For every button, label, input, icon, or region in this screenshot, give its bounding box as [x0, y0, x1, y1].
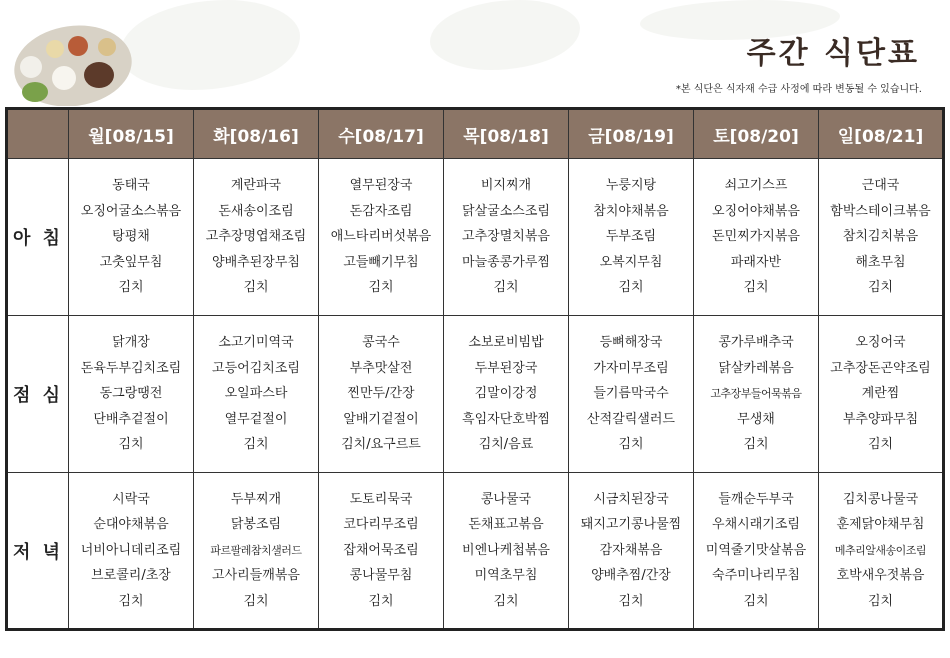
menu-item: 찐만두/간장: [347, 386, 415, 402]
menu-cell: [319, 316, 444, 473]
menu-item: 탕평채: [112, 229, 150, 245]
menu-item: 콩가루배추국: [718, 335, 794, 351]
menu-item: 오일파스타: [224, 386, 288, 402]
menu-cell: [569, 316, 694, 473]
menu-item: 김치: [618, 593, 644, 609]
menu-item: 잡채어묵조림: [343, 542, 419, 558]
menu-item: 동태국: [112, 178, 150, 194]
menu-item: 열무된장국: [349, 178, 413, 194]
menu-item: 마늘종콩가루찜: [462, 254, 550, 270]
menu-cell: [194, 159, 319, 316]
menu-cell: [69, 316, 194, 473]
menu-item: 김치: [493, 280, 519, 296]
menu-item: 고춧잎무침: [99, 254, 163, 270]
menu-cell: [694, 316, 819, 473]
menu-item: 콩국수: [362, 335, 400, 351]
day-header: 토[08/20]: [694, 109, 819, 159]
menu-item: 애느타리버섯볶음: [330, 229, 432, 245]
menu-cell: [819, 159, 944, 316]
menu-cell: [194, 473, 319, 630]
weekly-menu-table: [5, 107, 945, 631]
menu-item: 김치: [867, 437, 894, 453]
menu-item: 근대국: [861, 178, 900, 194]
menu-item: 고추장명엽채조림: [205, 229, 307, 245]
menu-item: 순대야채볶음: [93, 517, 169, 533]
meal-label: 저 녁: [7, 473, 69, 630]
menu-item: 김치: [743, 280, 769, 296]
page-title: 주간 식단표: [746, 36, 920, 71]
menu-item: 호박새우젓볶음: [836, 568, 925, 584]
meal-label: 점 심: [7, 316, 69, 473]
menu-item: 들기름막국수: [593, 386, 669, 402]
menu-item: 닭살카레볶음: [718, 360, 794, 376]
menu-cell: [319, 159, 444, 316]
menu-item: 김치: [243, 593, 269, 609]
menu-item: 양배추찜/간장: [591, 568, 671, 584]
menu-item: 김말이강정: [474, 386, 538, 402]
menu-item: 부추맛살전: [349, 360, 413, 376]
menu-cell: [194, 316, 319, 473]
meal-row: [7, 159, 944, 316]
menu-item: 훈제닭야채무침: [836, 517, 925, 533]
menu-item: 김치: [743, 593, 769, 609]
menu-item: 도토리묵국: [349, 491, 413, 507]
menu-item: 시락국: [112, 491, 150, 507]
corner-cell: [7, 109, 69, 159]
menu-item: 두부된장국: [474, 360, 538, 376]
menu-item: 너비아니데리조림: [80, 542, 182, 558]
food-photo: [0, 18, 140, 106]
menu-item: 단배추겉절이: [93, 411, 169, 427]
meal-row: [7, 316, 944, 473]
menu-cell: [444, 316, 569, 473]
menu-item: 콩나물국: [480, 491, 532, 507]
background-leaf: [430, 0, 580, 70]
menu-item: 돈감자조림: [349, 203, 413, 219]
menu-item: 코다리무조림: [343, 517, 419, 533]
menu-item: 콩나물무침: [349, 568, 413, 584]
menu-item: 김치/요구르트: [341, 437, 421, 453]
menu-item: 미역줄기맛살볶음: [705, 542, 807, 558]
menu-item: 동그랑땡전: [99, 386, 163, 402]
menu-item: 함박스테이크볶음: [830, 203, 931, 219]
menu-item: 두부찌개: [230, 491, 282, 507]
menu-item: 고추장돈곤약조림: [830, 360, 931, 376]
menu-item: 김치: [618, 280, 644, 296]
menu-item: 알배기겉절이: [343, 411, 419, 427]
menu-item: 닭살굴소스조림: [462, 203, 550, 219]
menu-item: 들깨순두부국: [718, 491, 794, 507]
menu-item: 산적갈릭샐러드: [587, 411, 675, 427]
menu-item: 오복지무침: [599, 254, 663, 270]
menu-item: 김치: [368, 280, 394, 296]
menu-item: 김치: [118, 280, 144, 296]
menu-item: 김치: [243, 437, 269, 453]
menu-change-notice: *본 식단은 식자재 수급 사정에 따라 변동될 수 있습니다.: [675, 84, 922, 95]
menu-item: 고등어김치조림: [212, 360, 300, 376]
menu-item: 파르팔레참치샐러드: [210, 543, 302, 557]
menu-item: 흑임자단호박찜: [462, 411, 550, 427]
menu-item: 김치: [243, 280, 269, 296]
menu-item: 김치: [618, 437, 644, 453]
day-header: 화[08/16]: [194, 109, 319, 159]
menu-cell: [694, 159, 819, 316]
menu-item: 감자채볶음: [599, 542, 663, 558]
menu-item: 김치/음료: [478, 437, 534, 453]
menu-item: 숙주미나리무침: [712, 568, 800, 584]
menu-item: 고추장멸치볶음: [462, 229, 550, 245]
day-header: 수[08/17]: [319, 109, 444, 159]
day-header-row: [7, 109, 944, 159]
menu-item: 오징어굴소스볶음: [80, 203, 182, 219]
menu-item: 열무겉절이: [224, 411, 288, 427]
menu-item: 참치야채볶음: [593, 203, 669, 219]
menu-cell: [69, 473, 194, 630]
day-header: 목[08/18]: [444, 109, 569, 159]
menu-item: 소고기미역국: [218, 335, 294, 351]
menu-item: 김치: [118, 593, 144, 609]
menu-item: 양배추된장무침: [212, 254, 300, 270]
menu-item: 돈채표고볶음: [468, 517, 544, 533]
menu-item: 오징어야채볶음: [712, 203, 800, 219]
menu-cell: [569, 473, 694, 630]
menu-item: 계란찜: [861, 386, 900, 402]
menu-item: 메추리알새송이조림: [834, 543, 927, 557]
menu-cell: [569, 159, 694, 316]
menu-cell: [444, 159, 569, 316]
menu-item: 돈민찌가지볶음: [712, 229, 800, 245]
menu-item: 고사리들깨볶음: [212, 568, 300, 584]
menu-item: 미역초무침: [474, 568, 538, 584]
menu-item: 소보로비빔밥: [468, 335, 544, 351]
menu-item: 가자미무조림: [593, 360, 669, 376]
day-header: 일[08/21]: [819, 109, 944, 159]
menu-item: 돼지고기콩나물찜: [580, 517, 682, 533]
menu-item: 김치콩나물국: [842, 491, 919, 507]
menu-item: 파래자반: [730, 254, 782, 270]
menu-item: 돈새송이조림: [218, 203, 294, 219]
menu-item: 김치: [867, 280, 894, 296]
menu-cell: [444, 473, 569, 630]
menu-item: 김치: [867, 593, 894, 609]
menu-cell: [319, 473, 444, 630]
background-leaf: [120, 0, 300, 90]
menu-item: 김치: [118, 437, 144, 453]
menu-item: 비지찌개: [480, 178, 532, 194]
menu-item: 계란파국: [230, 178, 282, 194]
menu-item: 오징어국: [855, 335, 906, 351]
menu-item: 고들빼기무침: [343, 254, 419, 270]
menu-item: 우채시래기조림: [712, 517, 800, 533]
menu-item: 김치: [493, 593, 519, 609]
menu-item: 부추양파무침: [842, 411, 919, 427]
menu-item: 쇠고기스프: [724, 178, 788, 194]
menu-item: 김치: [743, 437, 769, 453]
menu-item: 시금치된장국: [593, 491, 669, 507]
menu-item: 무생채: [737, 411, 775, 427]
meal-label: 아 침: [7, 159, 69, 316]
menu-item: 브로콜리/초장: [91, 568, 171, 584]
day-header: 금[08/19]: [569, 109, 694, 159]
meal-row: [7, 473, 944, 630]
menu-item: 누룽지탕: [605, 178, 657, 194]
menu-item: 비엔나케첩볶음: [462, 542, 550, 558]
menu-item: 김치: [368, 593, 394, 609]
menu-item: 닭개장: [112, 335, 150, 351]
menu-cell: [819, 473, 944, 630]
menu-cell: [694, 473, 819, 630]
menu-item: 돈육두부김치조림: [80, 360, 182, 376]
menu-cell: [69, 159, 194, 316]
menu-cell: [819, 316, 944, 473]
menu-item: 닭봉조림: [230, 517, 282, 533]
menu-item: 참치김치볶음: [842, 229, 919, 245]
menu-item: 해초무침: [855, 254, 906, 270]
menu-item: 두부조림: [605, 229, 657, 245]
day-header: 월[08/15]: [69, 109, 194, 159]
menu-item: 고추장부들어묵볶음: [710, 387, 802, 401]
menu-item: 등뼈해장국: [599, 335, 663, 351]
